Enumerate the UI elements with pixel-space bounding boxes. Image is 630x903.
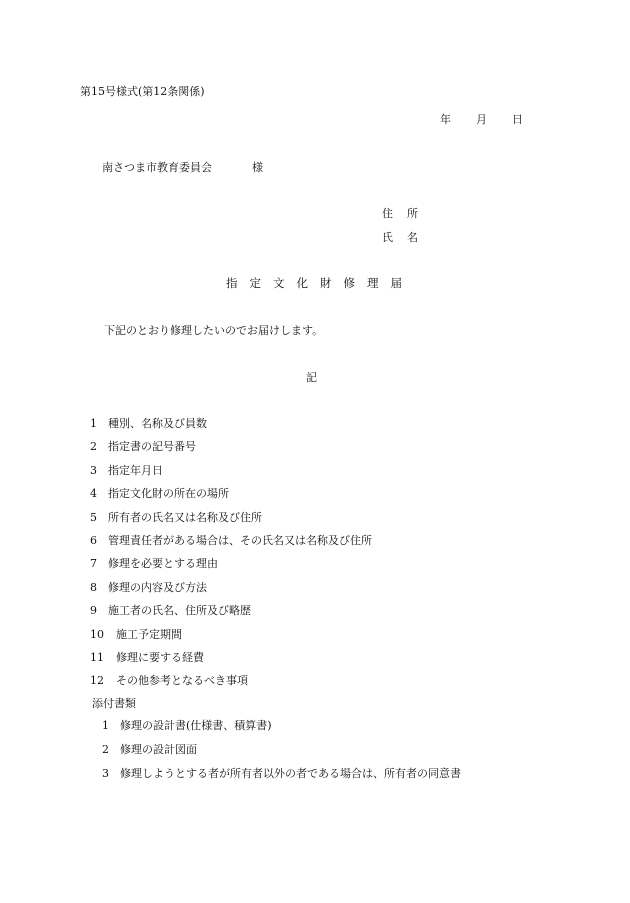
- attachment-number: 2: [102, 743, 109, 756]
- attachment-text: 修理の設計書(仕様書、積算書): [120, 719, 272, 732]
- item-text: 施工者の氏名、住所及び略歴: [108, 604, 251, 617]
- item-number: 9: [90, 604, 97, 617]
- name-label: 氏名: [382, 231, 432, 244]
- attachment-number: 1: [102, 719, 109, 732]
- list-item: [90, 652, 204, 663]
- item-number: 10: [90, 628, 104, 641]
- item-text: 修理に要する経費: [116, 651, 204, 664]
- item-number: 8: [90, 581, 97, 594]
- title-char: 化: [296, 276, 308, 290]
- list-item: [90, 418, 207, 429]
- item-number: 12: [90, 674, 104, 687]
- document-title: [226, 278, 402, 290]
- list-item: [102, 720, 272, 731]
- item-number: 5: [90, 511, 97, 524]
- date-line: [440, 114, 523, 125]
- title-char: 指: [226, 276, 238, 290]
- form-number: 第15号様式(第12条関係): [80, 85, 205, 98]
- title-char: 文: [273, 276, 285, 290]
- list-item: [90, 535, 372, 546]
- list-item: [90, 558, 218, 569]
- item-text: 修理を必要とする理由: [108, 557, 218, 570]
- list-item: [90, 629, 182, 640]
- recipient-honorific: 様: [252, 161, 263, 174]
- list-item: [90, 512, 262, 523]
- list-item: [90, 605, 251, 616]
- list-item: [90, 465, 163, 476]
- attachment-text: 修理の設計図面: [120, 743, 197, 756]
- item-number: 7: [90, 557, 97, 570]
- item-text: その他参考となるべき事項: [116, 674, 248, 687]
- item-number: 2: [90, 440, 97, 453]
- item-number: 1: [90, 417, 97, 430]
- list-item: [102, 744, 197, 755]
- item-text: 修理の内容及び方法: [108, 581, 207, 594]
- recipient: [102, 162, 263, 173]
- item-number: 6: [90, 534, 97, 547]
- item-text: 種別、名称及び員数: [108, 417, 207, 430]
- list-item: [90, 675, 248, 686]
- list-item: [90, 488, 229, 499]
- date-month-label: 月: [476, 113, 487, 126]
- ki-heading: 記: [306, 371, 317, 384]
- item-text: 管理責任者がある場合は、その氏名又は名称及び住所: [108, 534, 372, 547]
- list-item: [90, 582, 207, 593]
- item-number: 11: [90, 651, 104, 664]
- item-text: 指定文化財の所在の場所: [108, 487, 229, 500]
- intro-text: 下記のとおり修理したいのでお届けします。: [104, 324, 324, 337]
- attachments-heading: 添付書類: [92, 697, 136, 710]
- address-label: 住所: [382, 207, 432, 220]
- item-text: 指定年月日: [108, 464, 163, 477]
- item-number: 3: [90, 464, 97, 477]
- date-day-label: 日: [512, 113, 523, 126]
- date-year-label: 年: [440, 113, 451, 126]
- recipient-name: 南さつま市教育委員会: [102, 161, 212, 174]
- item-text: 施工予定期間: [116, 628, 182, 641]
- item-text: 指定書の記号番号: [108, 440, 196, 453]
- attachment-number: 3: [102, 767, 109, 780]
- list-item: [90, 441, 196, 452]
- title-char: 定: [249, 276, 261, 290]
- item-number: 4: [90, 487, 97, 500]
- title-char: 修: [343, 276, 355, 290]
- list-item: [102, 768, 461, 779]
- title-char: 届: [390, 276, 402, 290]
- attachment-text: 修理しようとする者が所有者以外の者である場合は、所有者の同意書: [120, 767, 461, 780]
- title-char: 理: [367, 276, 379, 290]
- item-text: 所有者の氏名又は名称及び住所: [108, 511, 262, 524]
- title-char: 財: [320, 276, 332, 290]
